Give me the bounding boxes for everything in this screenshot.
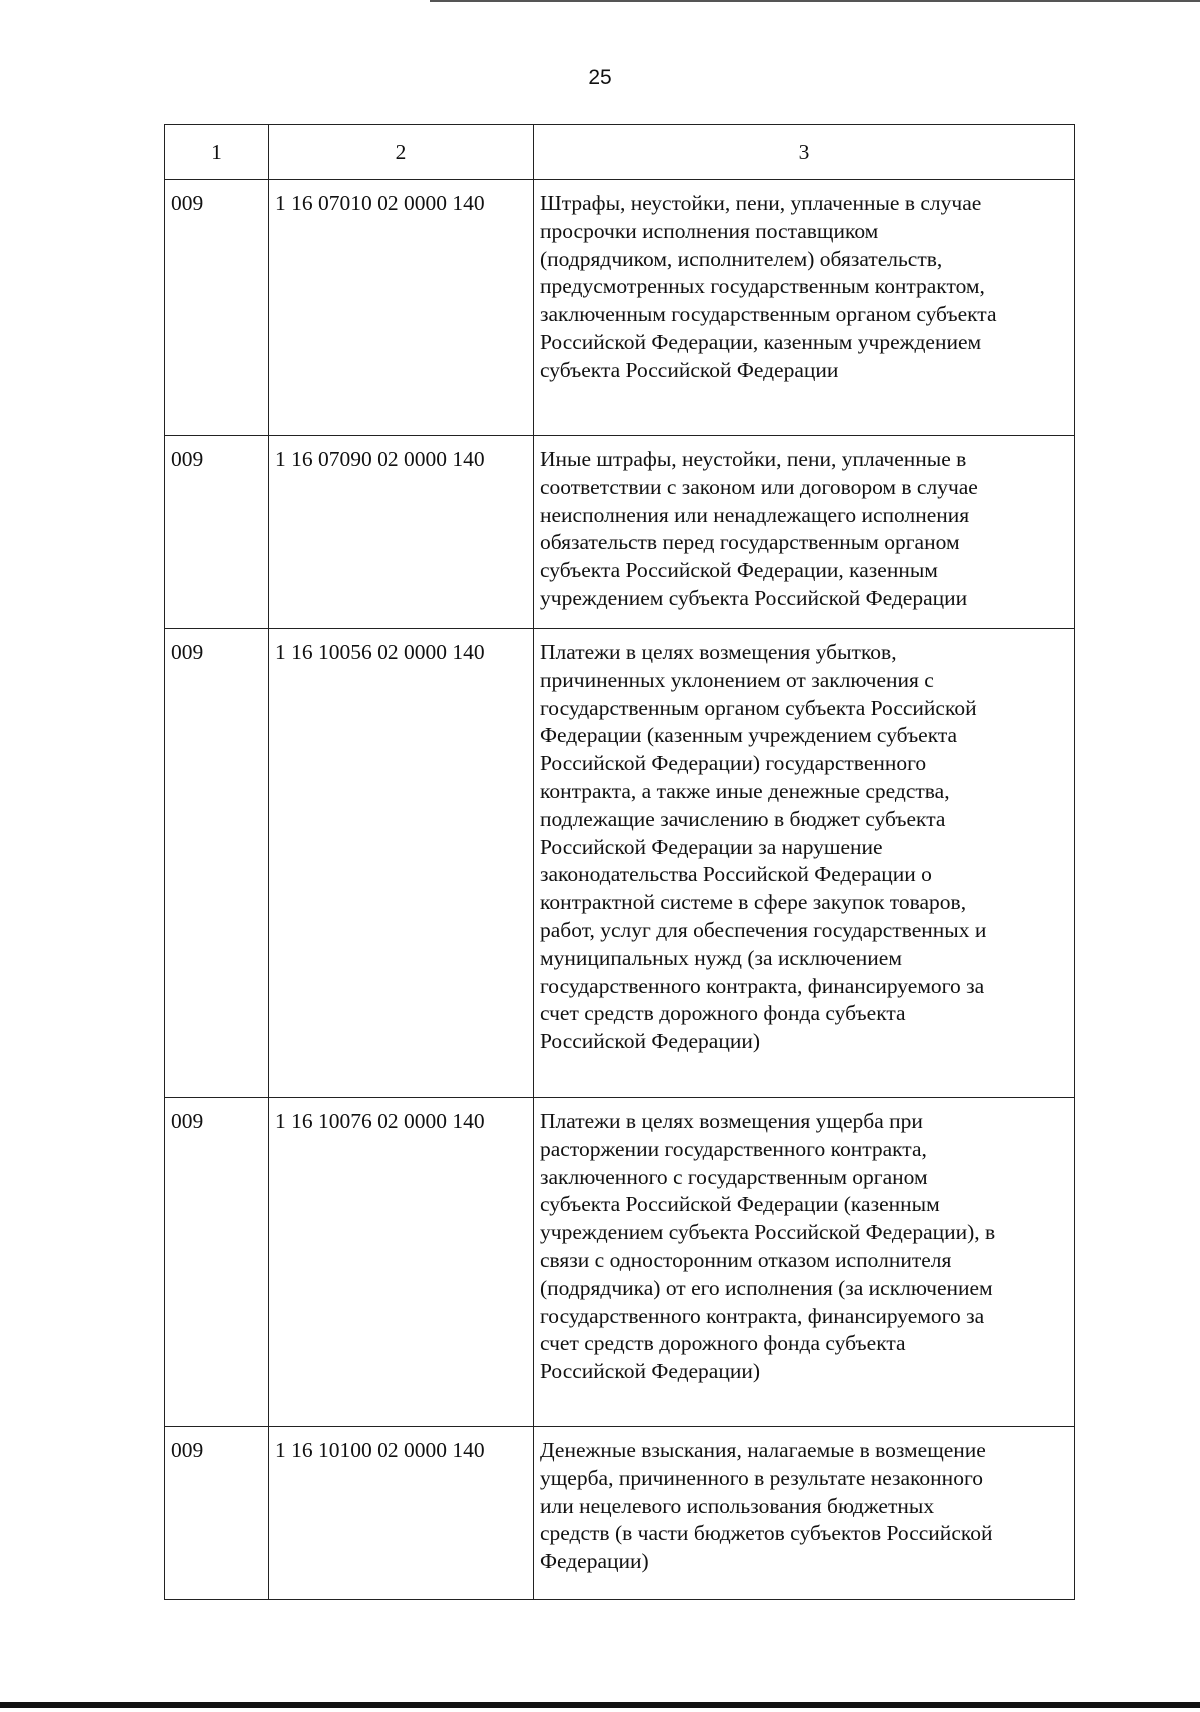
budget-code-cell: 1 16 07010 02 0000 140	[269, 180, 534, 436]
description-line: контрактной системе в сфере закупок товаров,	[540, 890, 967, 915]
description-line: заключенным государственным органом субъекта	[540, 302, 997, 327]
budget-code-cell: 1 16 10056 02 0000 140	[269, 629, 534, 1098]
description-line: Денежные взыскания, налагаемые в возмещение	[540, 1438, 986, 1462]
page-number: 25	[588, 66, 612, 89]
description-cell	[534, 1098, 1075, 1427]
description-line: субъекта Российской Федерации	[540, 357, 839, 382]
description-line: просрочки исполнения поставщиком	[540, 218, 879, 243]
description-line: учреждением субъекта Российской Федерации	[540, 585, 968, 610]
description-line: (подрядчиком, исполнителем) обязательств,	[540, 246, 943, 271]
column-header-1: 1	[165, 125, 269, 180]
description-line: законодательства Российской Федерации о	[540, 862, 932, 887]
admin-code-cell: 009	[165, 1098, 269, 1427]
admin-code-cell: 009	[165, 436, 269, 629]
description-line: неисполнения или ненадлежащего исполнения	[540, 502, 970, 527]
description-line: Платежи в целях возмещения ущерба при	[540, 1109, 923, 1133]
column-header-2: 2	[269, 125, 534, 180]
description-line: счет средств дорожного фонда субъекта	[540, 1001, 906, 1026]
description-line: Российской Федерации, казенным учреждением	[540, 329, 982, 354]
description-line: учреждением субъекта Российской Федерации), в	[540, 1220, 996, 1245]
description-line: Российской Федерации за нарушение	[540, 834, 883, 859]
description-line: Федерации)	[540, 1549, 649, 1574]
budget-code-cell: 1 16 10100 02 0000 140	[269, 1427, 534, 1600]
description-line: подлежащие зачислению в бюджет субъекта	[540, 806, 946, 831]
description-line: Штрафы, неустойки, пени, уплаченные в случае	[540, 191, 982, 215]
description-line: муниципальных нужд (за исключением	[540, 945, 902, 970]
description-line: соответствии с законом или договором в случае	[540, 474, 978, 499]
admin-code-cell: 009	[165, 629, 269, 1098]
description-line: расторжении государственного контракта,	[540, 1136, 927, 1161]
description-line: обязательств перед государственным органом	[540, 530, 960, 555]
description-cell	[534, 1427, 1075, 1600]
description-line: субъекта Российской Федерации, казенным	[540, 558, 938, 583]
description-cell	[534, 180, 1075, 436]
description-line: заключенного с государственным органом	[540, 1164, 928, 1189]
description-line: государственного контракта, финансируемого за	[540, 1303, 985, 1328]
description-line: Иные штрафы, неустойки, пени, уплаченные в	[540, 447, 967, 471]
description-line: работ, услуг для обеспечения государственных и	[540, 917, 987, 942]
description-line: Российской Федерации)	[540, 1029, 761, 1054]
table-row	[165, 629, 1075, 1098]
description-line: Федерации (казенным учреждением субъекта	[540, 723, 958, 748]
description-line: контракта, а также иные денежные средства,	[540, 778, 950, 803]
description-line: Платежи в целях возмещения убытков,	[540, 640, 897, 664]
budget-code-cell: 1 16 10076 02 0000 140	[269, 1098, 534, 1427]
description-line: (подрядчика) от его исполнения (за исключением	[540, 1275, 993, 1300]
top-scan-rule	[430, 0, 1200, 2]
admin-code-cell: 009	[165, 180, 269, 436]
description-line: средств (в части бюджетов субъектов Российской	[540, 1521, 993, 1546]
description-line: причиненных уклонением от заключения с	[540, 667, 934, 692]
budget-code-cell: 1 16 07090 02 0000 140	[269, 436, 534, 629]
column-header-3: 3	[534, 125, 1075, 180]
table-row	[165, 436, 1075, 629]
description-line: государственным органом субъекта Российской	[540, 695, 977, 720]
bottom-scan-edge	[0, 1702, 1200, 1708]
budget-codes-table	[164, 124, 1075, 1600]
description-line: Российской Федерации)	[540, 1359, 761, 1384]
table-row	[165, 180, 1075, 436]
description-line: субъекта Российской Федерации (казенным	[540, 1192, 940, 1217]
description-line: или нецелевого использования бюджетных	[540, 1493, 935, 1518]
description-line: счет средств дорожного фонда субъекта	[540, 1331, 906, 1356]
table-row	[165, 1098, 1075, 1427]
table-header-row	[165, 125, 1075, 180]
description-cell	[534, 436, 1075, 629]
description-line: государственного контракта, финансируемого за	[540, 973, 985, 998]
description-line: Российской Федерации) государственного	[540, 751, 927, 776]
description-line: связи с односторонним отказом исполнителя	[540, 1247, 952, 1272]
description-line: предусмотренных государственным контрактом,	[540, 274, 985, 299]
description-cell	[534, 629, 1075, 1098]
description-line: ущерба, причиненного в результате незаконного	[540, 1465, 983, 1490]
admin-code-cell: 009	[165, 1427, 269, 1600]
table-row	[165, 1427, 1075, 1600]
